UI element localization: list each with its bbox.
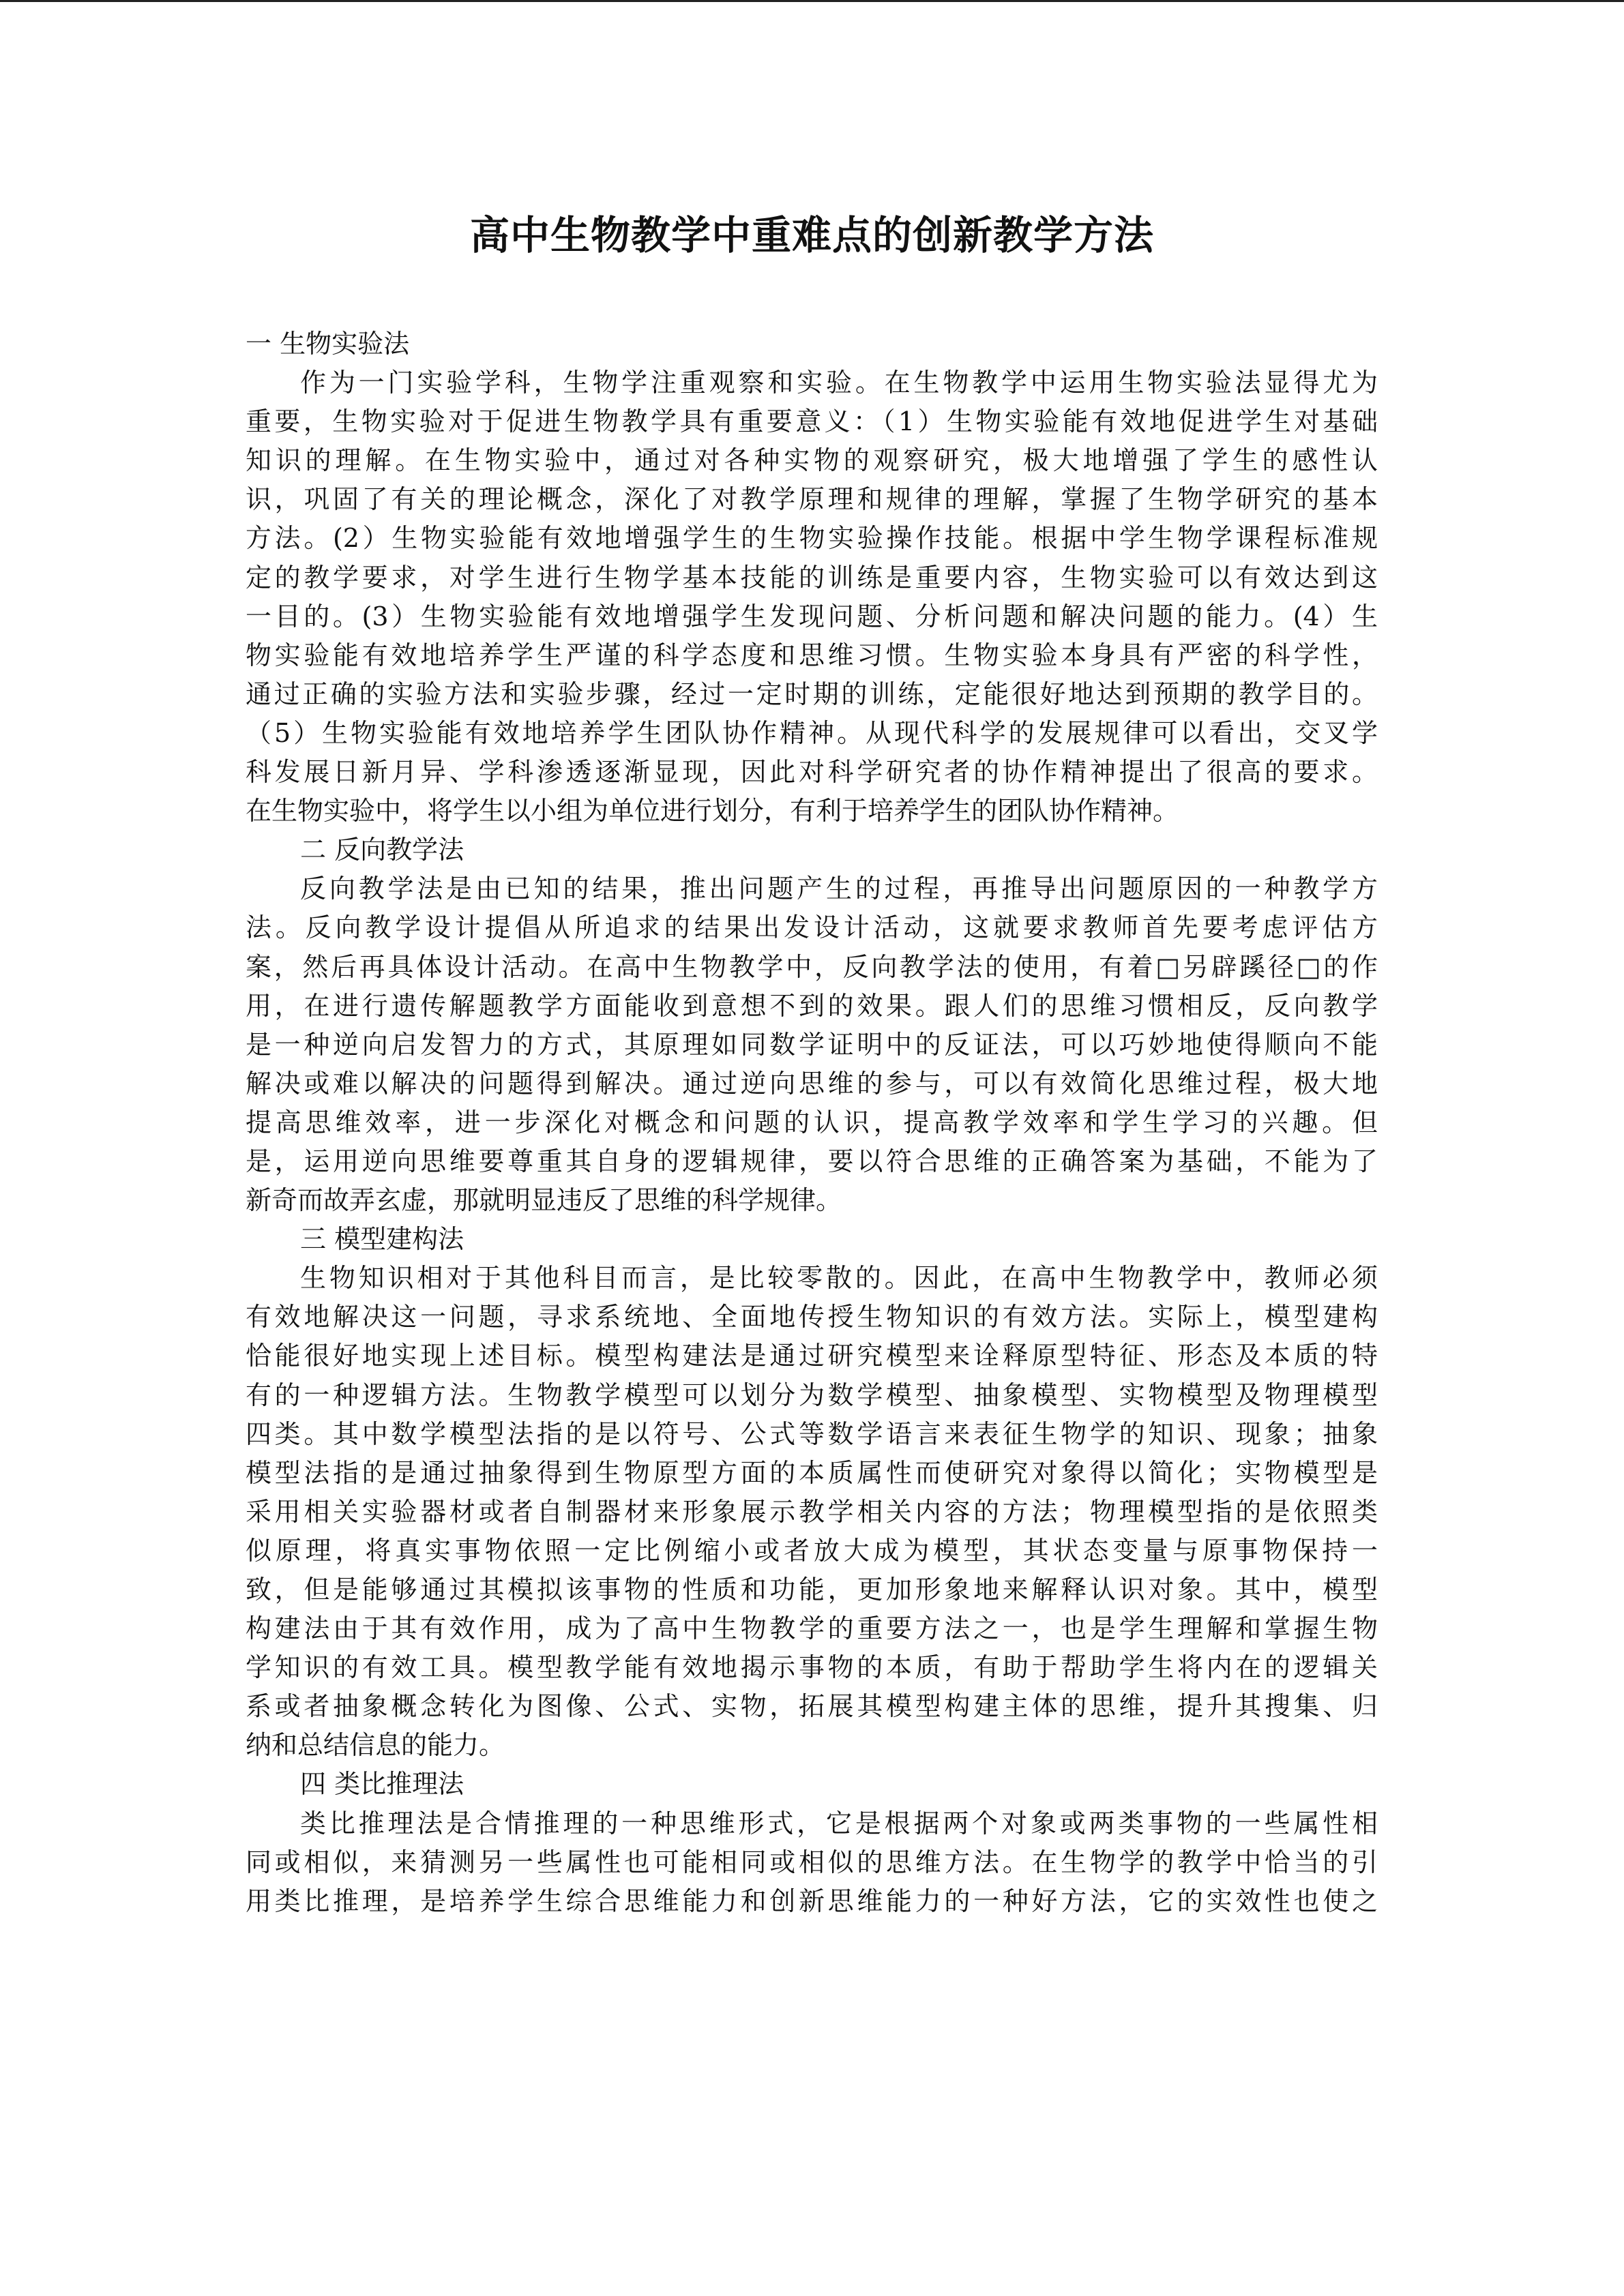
page-top-border xyxy=(0,0,1624,2)
document-body xyxy=(246,325,1378,1921)
paragraph-line: 案，然后再具体设计活动。在高中生物教学中，反向教学法的使用，有着□另辟蹊径□的作 xyxy=(246,951,1378,982)
paragraph-line: 模型法指的是通过抽象得到生物原型方面的本质属性而使研究对象得以简化；实物模型是 xyxy=(246,1457,1378,1488)
paragraph-line: 解决或难以解决的问题得到解决。通过逆向思维的参与，可以有效简化思维过程，极大地 xyxy=(246,1068,1378,1099)
paragraph-line: 生物知识相对于其他科目而言，是比较零散的。因此，在高中生物教学中，教师必须 xyxy=(300,1263,1378,1294)
page-title: 高中生物教学中重难点的创新教学方法 xyxy=(469,212,1154,258)
paragraph-line: 同或相似，来猜测另一些属性也可能相同或相似的思维方法。在生物学的教学中恰当的引 xyxy=(246,1847,1378,1877)
section-heading: 四 类比推理法 xyxy=(300,1769,464,1800)
paragraph-line: 四类。其中数学模型法指的是以符号、公式等数学语言来表征生物学的知识、现象；抽象 xyxy=(246,1418,1378,1449)
paragraph-line: 一目的。(3）生物实验能有效地增强学生发现问题、分析问题和解决问题的能力。(4）生 xyxy=(246,601,1378,631)
paragraph-line: 物实验能有效地培养学生严谨的科学态度和思维习惯。生物实验本身具有严密的科学性， xyxy=(246,640,1378,670)
paragraph-line: 法。反向教学设计提倡从所追求的结果出发设计活动，这就要求教师首先要考虑评估方 xyxy=(246,912,1378,943)
paragraph-line: 似原理，将真实事物依照一定比例缩小或者放大成为模型，其状态变量与原事物保持一 xyxy=(246,1535,1378,1566)
section-heading: 一 生物实验法 xyxy=(246,329,410,359)
paragraph-line: 知识的理解。在生物实验中，通过对各种实物的观察研究，极大地增强了学生的感性认 xyxy=(246,445,1378,476)
paragraph-line: 在生物实验中，将学生以小组为单位进行划分，有利于培养学生的团队协作精神。 xyxy=(246,796,1179,826)
paragraph-line: 方法。(2）生物实验能有效地增强学生的生物实验操作技能。根据中学生物学课程标准规 xyxy=(246,523,1378,554)
section-heading: 二 反向教学法 xyxy=(300,835,464,865)
paragraph-line: 识，巩固了有关的理论概念，深化了对教学原理和规律的理解，掌握了生物学研究的基本 xyxy=(246,484,1378,515)
paragraph-line: 纳和总结信息的能力。 xyxy=(246,1730,505,1761)
paragraph-line: 用，在进行遗传解题教学方面能收到意想不到的效果。跟人们的思维习惯相反，反向教学 xyxy=(246,990,1378,1021)
paragraph-line: （5）生物实验能有效地培养学生团队协作精神。从现代科学的发展规律可以看出，交叉学 xyxy=(246,717,1378,748)
paragraph-line: 类比推理法是合情推理的一种思维形式，它是根据两个对象或两类事物的一些属性相 xyxy=(300,1808,1378,1838)
paragraph-line: 重要，生物实验对于促进生物教学具有重要意义：（1）生物实验能有效地促进学生对基础 xyxy=(246,406,1378,437)
section-heading: 三 模型建构法 xyxy=(300,1224,464,1255)
paragraph-line: 致，但是能够通过其模拟该事物的性质和功能，更加形象地来解释认识对象。其中，模型 xyxy=(246,1575,1378,1605)
paragraph-line: 采用相关实验器材或者自制器材来形象展示教学相关内容的方法；物理模型指的是依照类 xyxy=(246,1496,1378,1527)
paragraph-line: 用类比推理，是培养学生综合思维能力和创新思维能力的一种好方法，它的实效性也使之 xyxy=(246,1885,1378,1916)
paragraph-line: 有的一种逻辑方法。生物教学模型可以划分为数学模型、抽象模型、实物模型及物理模型 xyxy=(246,1380,1378,1410)
paragraph-line: 构建法由于其有效作用，成为了高中生物教学的重要方法之一，也是学生理解和掌握生物 xyxy=(246,1613,1378,1644)
paragraph-line: 恰能很好地实现上述目标。模型构建法是通过研究模型来诠释原型特征、形态及本质的特 xyxy=(246,1341,1378,1371)
paragraph-line: 提高思维效率，进一步深化对概念和问题的认识，提高教学效率和学生学习的兴趣。但 xyxy=(246,1107,1378,1137)
paragraph-line: 科发展日新月异、学科渗透逐渐显现，因此对科学研究者的协作精神提出了很高的要求。 xyxy=(246,757,1378,788)
paragraph-line: 系或者抽象概念转化为图像、公式、实物，拓展其模型构建主体的思维，提升其搜集、归 xyxy=(246,1691,1378,1722)
paragraph-line: 是，运用逆向思维要尊重其自身的逻辑规律，要以符合思维的正确答案为基础，不能为了 xyxy=(246,1146,1378,1176)
paragraph-line: 新奇而故弄玄虚，那就明显违反了思维的科学规律。 xyxy=(246,1185,842,1216)
paragraph-line: 反向教学法是由已知的结果，推出问题产生的过程，再推导出问题原因的一种教学方 xyxy=(300,874,1378,904)
paragraph-line: 学知识的有效工具。模型教学能有效地揭示事物的本质，有助于帮助学生将内在的逻辑关 xyxy=(246,1652,1378,1683)
paragraph-line: 定的教学要求，对学生进行生物学基本技能的训练是重要内容，生物实验可以有效达到这 xyxy=(246,562,1378,593)
paragraph-line: 是一种逆向启发智力的方式，其原理如同数学证明中的反证法，可以巧妙地使得顺向不能 xyxy=(246,1029,1378,1060)
paragraph-line: 作为一门实验学科，生物学注重观察和实验。在生物教学中运用生物实验法显得尤为 xyxy=(300,368,1378,398)
paragraph-line: 有效地解决这一问题，寻求系统地、全面地传授生物知识的有效方法。实际上，模型建构 xyxy=(246,1302,1378,1332)
paragraph-line: 通过正确的实验方法和实验步骤，经过一定时期的训练，定能很好地达到预期的教学目的。 xyxy=(246,679,1378,709)
